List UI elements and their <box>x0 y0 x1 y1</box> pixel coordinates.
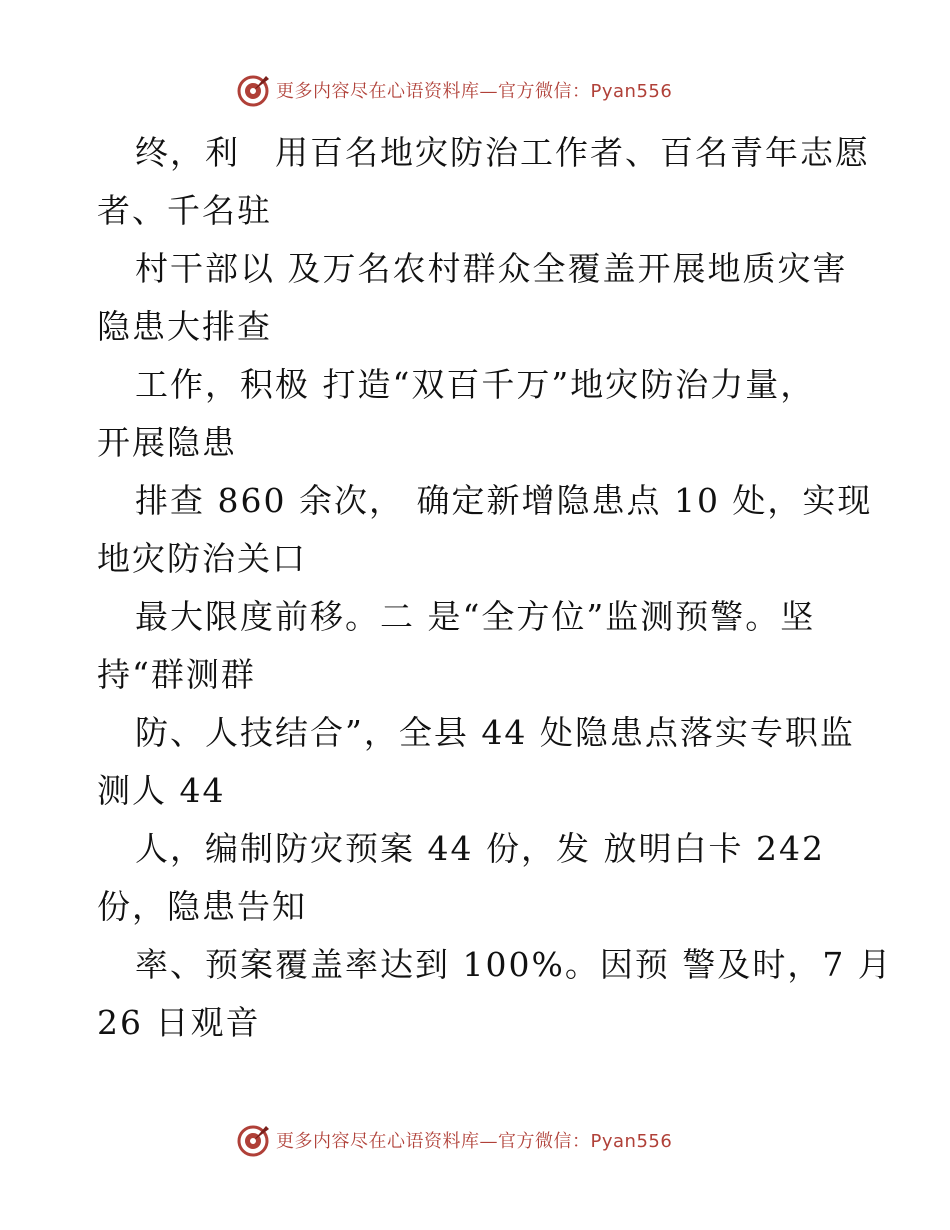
header-banner <box>236 72 716 108</box>
pen-nib-logo-icon <box>236 1122 272 1158</box>
body-line-2: 者、千名驻 <box>97 191 272 230</box>
body-line-13: 人，编制防灾预案 44 份，发 放明白卡 242 <box>135 829 825 868</box>
pen-nib-logo-icon <box>236 72 272 108</box>
body-line-16: 26 日观音 <box>97 1003 261 1042</box>
header-banner-separator: — <box>479 81 498 102</box>
body-line-4: 隐患大排查 <box>97 307 272 346</box>
body-line-11: 防、人技结合”，全县 44 处隐患点落实专职监 <box>135 713 855 752</box>
body-line-6: 开展隐患 <box>97 423 237 462</box>
footer-banner-separator: — <box>479 1131 498 1152</box>
body-line-12: 测人 44 <box>97 771 226 810</box>
document-body <box>97 124 893 1052</box>
body-line-8: 地灾防治关口 <box>97 539 307 578</box>
footer-banner-wechat: 官方微信：Pyan556 <box>498 1131 673 1152</box>
body-line-1: 终，利 用百名地灾防治工作者、百名青年志愿 <box>135 133 870 172</box>
header-banner-wechat: 官方微信：Pyan556 <box>498 81 673 102</box>
body-line-3: 村干部以 及万名农村群众全覆盖开展地质灾害 <box>135 249 848 288</box>
body-line-7: 排查 860 余次， 确定新增隐患点 10 处，实现 <box>135 481 873 520</box>
footer-banner-prefix: 更多内容尽在心语资料库 <box>276 1131 480 1152</box>
header-banner-prefix: 更多内容尽在心语资料库 <box>276 81 480 102</box>
body-line-9: 最大限度前移。二 是“全方位”监测预警。坚 <box>135 597 816 636</box>
footer-banner-text <box>276 1127 672 1153</box>
body-line-14: 份，隐患告知 <box>97 887 307 926</box>
body-line-15: 率、预案覆盖率达到 100%。因预 警及时，7 月 <box>135 945 893 984</box>
footer-banner <box>236 1122 716 1158</box>
body-line-10: 持“群测群 <box>97 655 256 694</box>
header-banner-text <box>276 77 672 103</box>
body-line-5: 工作，积极 打造“双百千万”地灾防治力量， <box>135 365 816 404</box>
